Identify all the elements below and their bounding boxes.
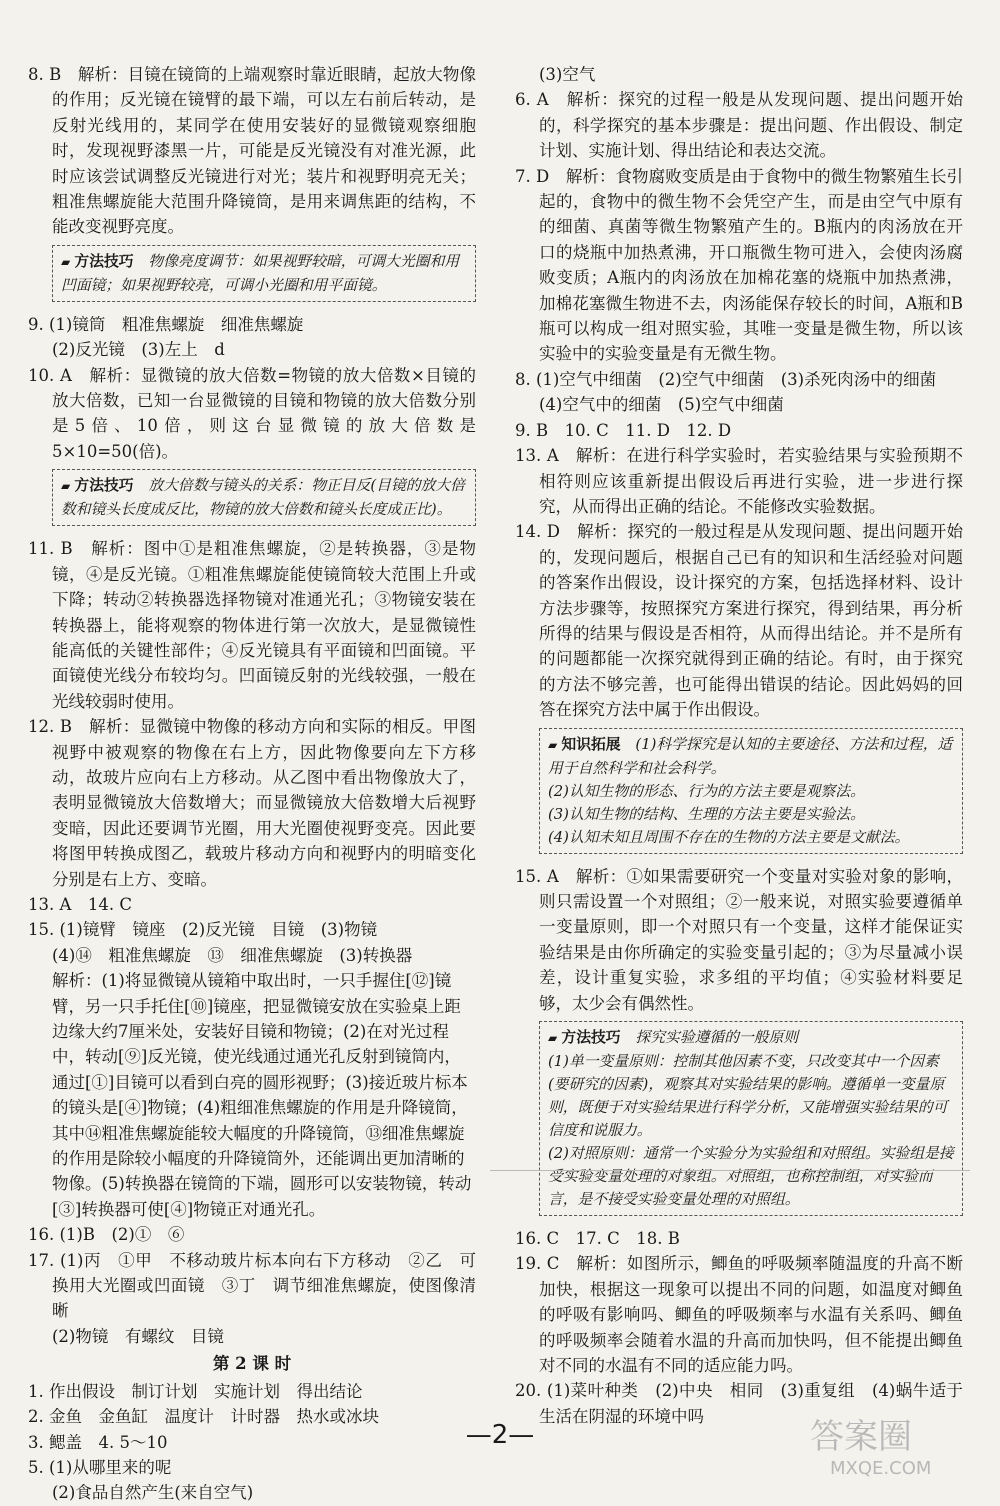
- watermark-cn: 答案圈: [810, 1417, 912, 1457]
- tip-text: (2)认知生物的形态、行为的方法主要是观察法。: [548, 782, 865, 800]
- answer-item: (4)空气中的细菌 (5)空气中细菌: [539, 395, 784, 415]
- tip-line: [61, 250, 467, 297]
- answer-item: (4)⑭ 粗准焦螺旋 ⑬ 细准焦螺旋 (3)转换器: [52, 945, 413, 965]
- answer-item: 7. D 解析：食物腐败变质是由于食物中的微生物繁殖生长引起的，食物中的微生物不会凭空产生，而是由空气中原有的细菌、真菌等微生物繁殖产生的。B瓶内的肉汤放在开口的烧瓶中加热煮沸，开口瓶微生物可进入，会使肉汤腐败变质；A瓶内的肉汤放在加棉花塞的烧瓶中加热煮沸，加棉花塞微生物进不去，肉汤能保存较长的时间，A瓶和B瓶可以构成一组对照实验，其唯一变量是微生物，所以该实验中的实验变量是有无微生物。: [515, 166, 963, 364]
- tip-box: [539, 728, 963, 854]
- tip-text: (4)认知未知且周围不存在的生物的方法主要是文献法。: [548, 828, 910, 846]
- answer-item: 10. A 解析：显微镜的放大倍数=物镜的放大倍数×目镜的放大倍数，已知一台显微镜的目镜和物镜的放大倍数分别是5倍、10倍，则这台显微镜的放大倍数是5×10=50(倍)。: [28, 365, 476, 461]
- left-column: [28, 62, 476, 1506]
- tip-line: [548, 1050, 954, 1142]
- tip-line: [548, 803, 954, 826]
- tip-text: 物像亮度调节：如果视野较暗，可调大光圈和用凹面镜；如果视野较亮，可调小光圈和用平面镜。: [61, 252, 460, 294]
- tip-box: [52, 245, 476, 302]
- tip-line: [548, 733, 954, 780]
- watermark-en: MXQE.COM: [830, 1458, 932, 1479]
- answer-item: 16. C 17. C 18. B: [515, 1229, 680, 1248]
- answer-item: 8. B 解析：目镜在镜筒的上端观察时靠近眼睛，起放大物像的作用；反光镜在镜臂的最下端，可以左右前后转动，是反射光线用的，某同学在使用安装好的显微镜观察细胞时，发现视野漆黑一片，可能是反光镜没有对准光源，此时应该尝试调整反光镜进行对光；装片和视野明亮无关；粗准焦螺旋能大范围升降镜筒，是用来调焦距的结构，不能改变视野亮度。: [28, 65, 476, 237]
- tip-text: (2)对照原则：通常一个实验分为实验组和对照组。实验组是接受实验变量处理的对象组。对照组，也称控制组，对实验而言，是不接受实验变量处理的对照组。: [548, 1145, 954, 1208]
- answer-item: 19. C 解析：如图所示，鲫鱼的呼吸频率随温度的升高不断加快，根据这一现象可以提出不同的问题，如温度对鲫鱼的呼吸有影响吗、鲫鱼的呼吸频率与水温有关系吗、鲫鱼的呼吸频率会随着水温的升高而加快吗，但不能提出鲫鱼对不同的水温有不同的适应能力吗。: [515, 1254, 963, 1376]
- answer-item: 2. 金鱼 金鱼缸 温度计 计时器 热水或冰块: [28, 1407, 379, 1427]
- tip-text: 放大倍数与镜头的关系：物正目反(目镜的放大倍数和镜头长度成反比，物镜的放大倍数和镜头长度成正比)。: [61, 477, 465, 519]
- tip-title: ▰ 方法技巧: [61, 477, 134, 494]
- right-column: [515, 62, 963, 1429]
- answer-item: 5. (1)从哪里来的呢: [28, 1457, 172, 1477]
- tip-text: (3)认知生物的结构、生理的方法主要是实验法。: [548, 805, 865, 823]
- tip-line: [548, 1142, 954, 1211]
- tip-title: ▰ 方法技巧: [548, 1029, 621, 1046]
- answer-item: 9. B 10. C 11. D 12. D: [515, 420, 732, 440]
- answer-item: 17. (1)丙 ①甲 不移动玻片标本向右下方移动 ②乙 可换用大光圈或凹面镜 ③丁 调节细准焦螺旋，使图像清晰: [28, 1250, 476, 1321]
- tip-title: ▰ 知识拓展: [548, 736, 621, 753]
- answer-item: 15. A 解析：①如果需要研究一个变量对实验对象的影响，则只需设置一个对照组；②一般来说，对照实验要遵循单一变量原则，即一个对照只有一个变量，这样才能保证实验结果是由你所确定的实验变量引起的；③为尽量减小误差，设计重复实验，求多组的平均值；④实验材料要足够，太少会有偶然性。: [515, 866, 963, 1013]
- tip-text: 探究实验遵循的一般原则: [635, 1029, 799, 1046]
- answer-item: 6. A 解析：探究的过程一般是从发现问题、提出问题开始的，科学探究的基本步骤是：提出问题、作出假设、制定计划、实施计划、得出结论和表达交流。: [515, 90, 963, 161]
- answer-item: 9. (1)镜筒 粗准焦螺旋 细准焦螺旋: [28, 314, 304, 334]
- tip-text: (1)单一变量原则：控制其他因素不变，只改变其中一个因素(要研究的因素)，观察其对实验结果的影响。遵循单一变量原则，既便于对实验结果进行科学分析，又能增强实验结果的可信度和说服力。: [548, 1053, 948, 1139]
- section-title: 第 2 课 时: [212, 1354, 292, 1374]
- answer-item: 11. B 解析：图中①是粗准焦螺旋，②是转换器，③是物镜，④是反光镜。①粗准焦螺旋能使镜筒较大范围上升或下降；转动②转换器选择物镜对准通光孔；③物镜安装在转换器上，能将观察的物体进行第一次放大，是显微镜性能高低的关键性部件；④反光镜具有平面镜和凹面镜。平面镜使光线分布较均匀。凹面镜反射的光线较强，一般在光线较弱时使用。: [28, 539, 476, 711]
- tip-text: (1)科学探究是认知的主要途径、方法和过程，适用于自然科学和社会科学。: [548, 735, 953, 777]
- tip-line: [61, 474, 467, 521]
- answer-item: 8. (1)空气中细菌 (2)空气中细菌 (3)杀死肉汤中的细菌: [515, 369, 937, 389]
- answer-item: 16. (1)B (2)① ⑥: [28, 1225, 185, 1245]
- watermark-logo: [800, 1410, 980, 1480]
- answer-item: 3. 鳃盖 4. 5～10: [28, 1432, 168, 1452]
- answer-item: 15. (1)镜臂 镜座 (2)反光镜 目镜 (3)物镜: [28, 920, 378, 940]
- tip-line: [548, 826, 954, 849]
- answer-item: 20. (1)菜叶种类 (2)中央 相同 (3)重复组 (4)蜗牛适于生活在阴湿的环境中吗: [515, 1381, 963, 1426]
- tip-title: ▰ 方法技巧: [61, 253, 134, 270]
- answer-item: (3)空气: [539, 65, 596, 84]
- page-number: —2—: [465, 1420, 535, 1450]
- answer-item: (2)物镜 有螺纹 目镜: [52, 1326, 224, 1346]
- answer-item: 解析：(1)将显微镜从镜箱中取出时，一只手握住[⑫]镜臂，另一只手托住[⑩]镜座，把显微镜安放在实验桌上距边缘大约7厘米处，安装好目镜和物镜；(2)在对光过程中，转动[⑨]反光镜，使光线通过通光孔反射到镜筒内，通过[①]目镜可以看到白亮的圆形视野；(3)接近玻片标本的镜头是[④]物镜；(4)粗细准焦螺旋的作用是升降镜筒，其中⑭粗准焦螺旋能较大幅度的升降镜筒，⑬细准焦螺旋的作用是除较小幅度的升降镜筒外，还能调出更加清晰的物像。(5)转换器在镜筒的下端，圆形可以安装物镜，转动[③]转换器可使[④]物镜正对通光孔。: [52, 971, 472, 1219]
- answer-item: (2)食品自然产生(来自空气): [52, 1483, 254, 1503]
- tip-box: [539, 1021, 963, 1216]
- answer-item: (2)反光镜 (3)左上 d: [52, 340, 225, 360]
- column-divider-line: [490, 1170, 970, 1171]
- answer-item: 12. B 解析：显微镜中物像的移动方向和实际的相反。甲图视野中被观察的物像在右上方，因此物像要向左下方移动，故玻片应向右上方移动。从乙图中看出物像放大了，表明显微镜放大倍数增大；而显微镜放大倍数增大后视野变暗，因此还要调节光圈，用大光圈使视野变亮。因此要将图甲转换成图乙，载玻片移动方向和视野内的明暗变化分别是右上方、变暗。: [28, 717, 476, 889]
- answer-item: 13. A 14. C: [28, 894, 133, 914]
- tip-box: [52, 469, 476, 526]
- tip-line: [548, 1026, 954, 1050]
- answer-item: 1. 作出假设 制订计划 实施计划 得出结论: [28, 1381, 363, 1401]
- tip-line: [548, 780, 954, 803]
- answer-item: 13. A 解析：在进行科学实验时，若实验结果与实验预期不相符则应该重新提出假设后再进行实验，进一步进行探究，从而得出正确的结论。不能修改实验数据。: [515, 446, 963, 516]
- answer-item: 14. D 解析：探究的一般过程是从发现问题、提出问题开始的，发现问题后，根据自己已有的知识和生活经验对问题的答案作出假设，设计探究的方案，包括选择材料、设计方法步骤等，按照探究方案进行探究，得到结果，再分析所得的结果与假设是否相符，从而得出结论。并不是所有的问题都能一次探究就得到正确的结论。有时，由于探究的方法不够完善，也可能得出错误的结论。因此妈妈的回答在探究方法中属于作出假设。: [515, 522, 963, 720]
